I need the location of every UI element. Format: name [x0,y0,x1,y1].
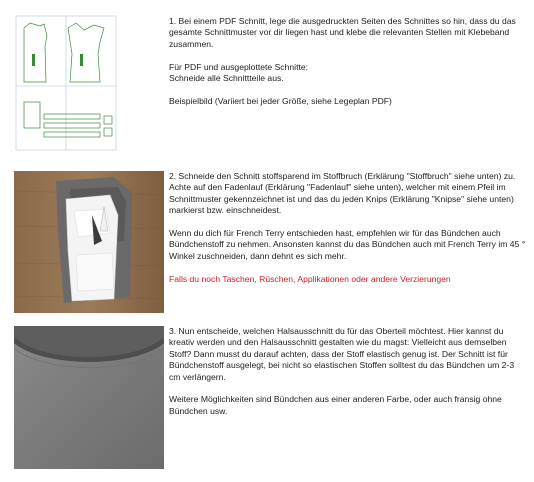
step-1-intro: 1. Bei einem PDF Schnitt, lege die ausgedruckten Seiten des Schnittes so hin, dass du das gesamte Schnittmuster vor dir liegen hast und klebe die relevanten Stellen mit Klebeband zusammen. [169,16,516,49]
step-1-example-caption: Beispielbild (Variiert bei jeder Größe, siehe Legeplan PDF) [169,95,392,106]
step-3-neckline: 3. Nun entscheide, welchen Halsausschnitt du für das Oberteil möchtest. Hier kannst du kreativ werden und den Halsausschnitt gestalten wie du magst: Vielleicht aus demselben Stoff? Dann musst du darauf achten, dass der Stoff elastisch genug ist. Der Schnitt ist für Bündchenstoff ausgelegt, bei nicht so elastischen Stoffen solltest du das Bündchen um 2-3 cm verlängern. [169,326,515,382]
step-3-options: Weitere Möglichkeiten sind Bündchen aus einer anderen Farbe, oder auch fransig ohne Bündchen usw. [169,394,502,416]
cut-fabric-photo [14,171,164,313]
step-2-french-terry: Wenn du dich für French Terry entschieden hast, empfehlen wir für das Bündchen auch Bündchenstoff zu nehmen. Ansonsten kannst du das Bündchen auch mit French Terry im 45 ° Winkel zuschneiden, dann dehnt es sich mehr. [169,228,526,261]
step-2-cutting: 2. Schneide den Schnitt stoffsparend im Stoffbruch (Erklärung "Stoffbruch" siehe unten) zu. Achte auf den Fadenlauf (Erklärung "Fadenlauf" siehe unten), welcher mit einem Pfeil im Schnittmuster gekennzeichnet ist und das du jeden Knips (Erklärung "Knipse" siehe unten) markierst bzw. einschneidest. [169,171,516,216]
pattern-layout-image [14,14,120,154]
step-1-cutting: Für PDF und ausgeplottete Schnitte: Schneide alle Schnittteile aus. [169,61,309,84]
step-1-text [169,16,527,107]
step-3-text [169,326,527,417]
step-2-text [169,171,527,285]
neckline-photo [14,326,164,469]
step-2-note: Falls du noch Taschen, Rüschen, Applikationen oder andere Verzierungen [169,273,451,284]
